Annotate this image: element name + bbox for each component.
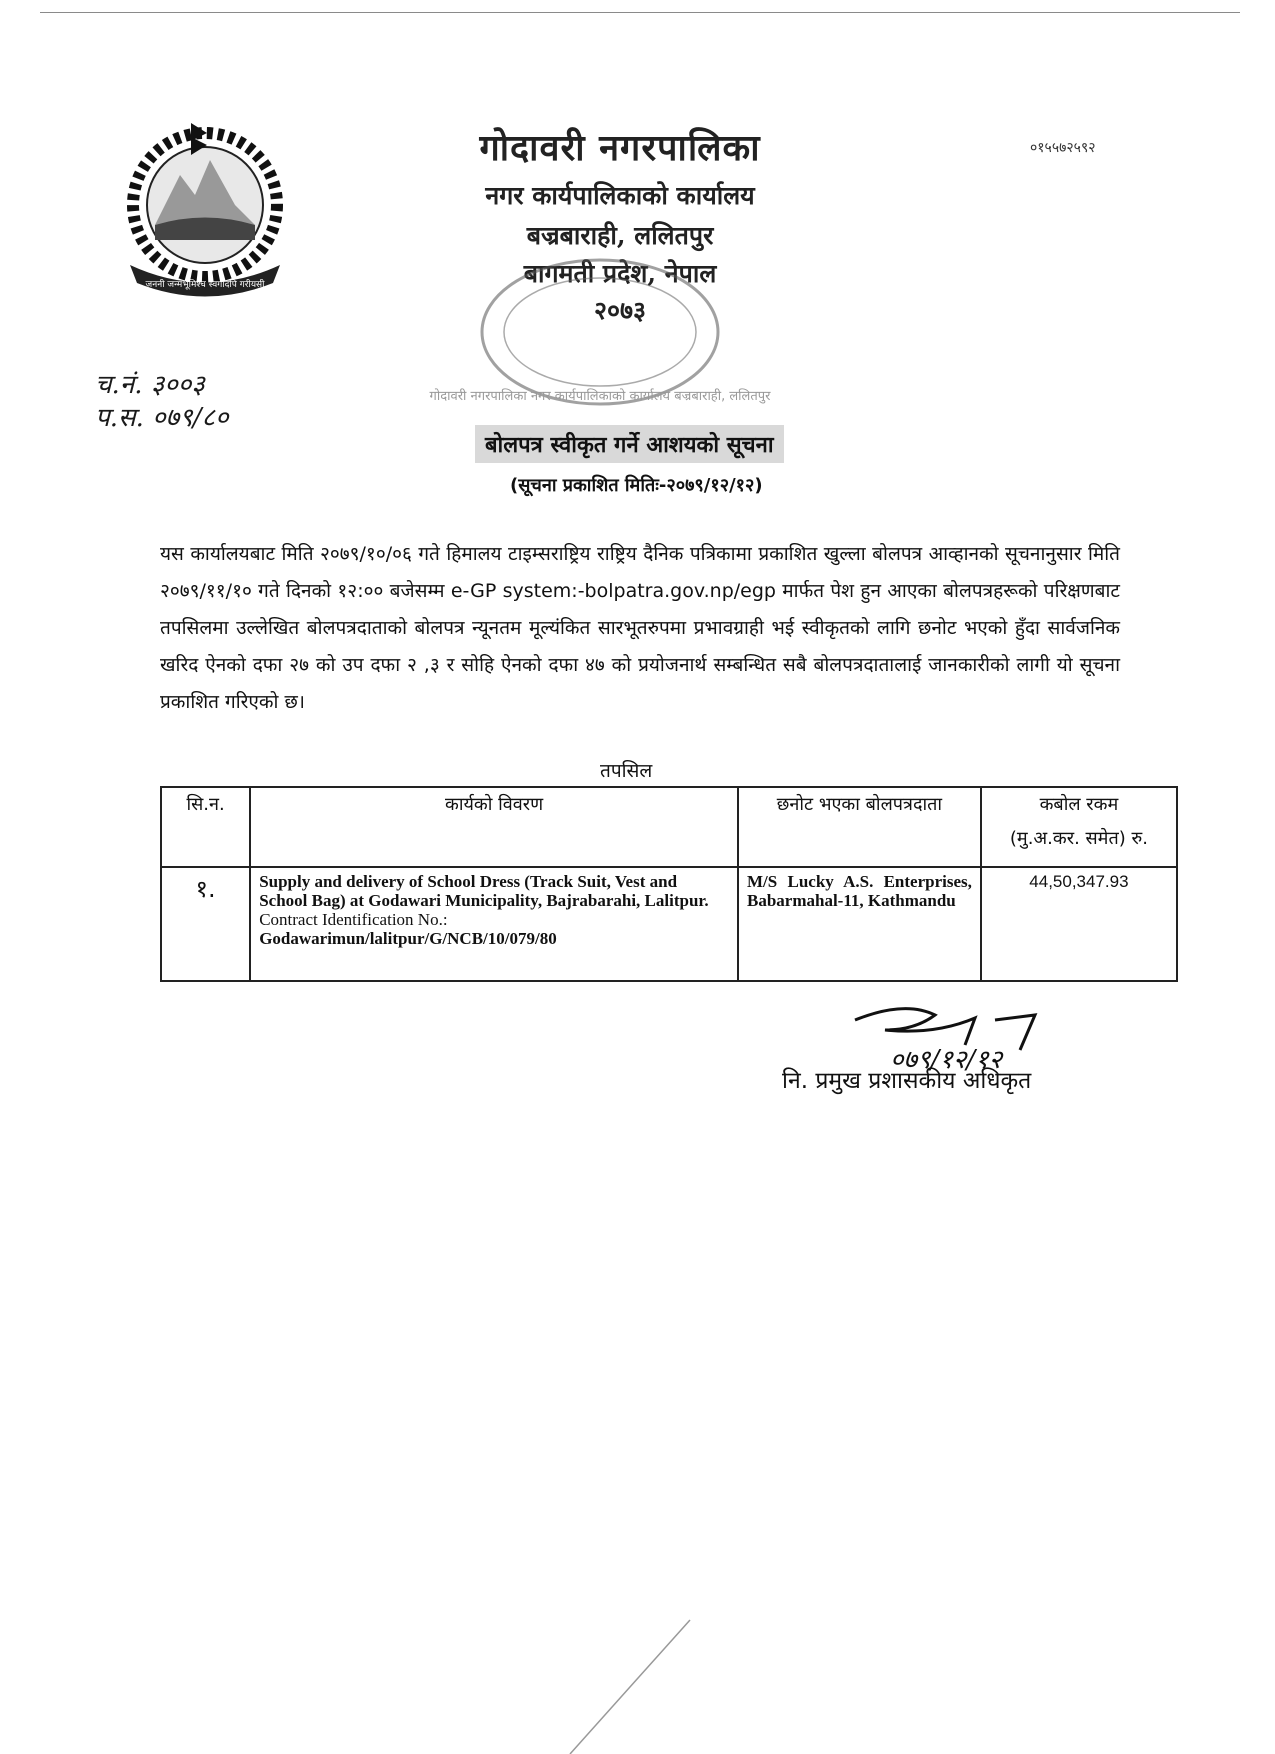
table-row: [161, 867, 1177, 981]
address-line-1: बज्रबाराही, ललितपुर: [526, 221, 714, 250]
notice-published-date: (सूचना प्रकाशित मितिः-२०७९/१२/१२): [510, 475, 763, 496]
handwritten-patra-sankhya: प.स. ०७९/८०: [95, 403, 229, 433]
top-scan-line: [40, 12, 1240, 13]
bid-table: [160, 786, 1178, 982]
row-description: [250, 867, 738, 981]
row-description-bold: Supply and delivery of School Dress (Track Suit, Vest and School Bag) at Godawari Municipality, Bajrabarahi, Lalitpur.: [259, 872, 709, 910]
row-contract-id: Godawarimun/lalitpur/G/NCB/10/079/80: [259, 929, 557, 948]
signature-date: ०७९/१२/१२: [890, 1045, 1003, 1075]
office-name: नगर कार्यपालिकाको कार्यालय: [485, 181, 755, 210]
row-sn: १.: [161, 867, 250, 981]
established-year: २०७३: [593, 296, 646, 325]
row-description-plain: Contract Identification No.:: [259, 910, 448, 929]
row-amount: 44,50,347.93: [981, 867, 1177, 981]
office-stamp: [429, 250, 771, 425]
notice-body: यस कार्यालयबाट मिति २०७९/१०/०६ गते हिमालय टाइम्सराष्ट्रिय राष्ट्रिय दैनिक पत्रिकामा प्रकाशित खुल्ला बोलपत्र आव्हानको सूचनानुसार मिति २०७९/११/१० गते दिनको १२:०० बजेसम्म e-GP system:-bolpatra.gov.np/egp मार्फत पेश हुन आएका बोलपत्रहरूको परिक्षणबाट तपसिलमा उल्लेखित बोलपत्रदाताको बोलपत्र न्यूनतम मूल्यंकित सारभूतरुपमा प्रभावग्राही भई स्वीकृतको लागि छनोट भएको हुँदा सार्वजनिक खरिद ऐनको दफा २७ को उप दफा २ ,३ र सोहि ऐनको दफा ४७ को प्रयोजनार्थ सम्बन्धित सबै बोलपत्रदातालाई जानकारीको लागी यो सूचना प्रकाशित गरिएको छ।: [160, 543, 1120, 713]
header-amount: [981, 787, 1177, 867]
table-caption: तपसिल: [600, 760, 653, 782]
header-amount-line1: कबोल रकम: [1039, 794, 1119, 815]
org-name: गोदावरी नगरपालिका: [479, 127, 761, 169]
header-bidder: छनोट भएका बोलपत्रदाता: [738, 787, 981, 867]
header-amount-line2: (मु.अ.कर. समेत) रु.: [1009, 828, 1148, 849]
notice-title: बोलपत्र स्वीकृत गर्ने आशयको सूचना: [475, 425, 784, 463]
scan-scratch-mark: [560, 1620, 700, 1754]
table-header-row: [161, 787, 1177, 867]
row-bidder: M/S Lucky A.S. Enterprises, Babarmahal-11, Kathmandu: [738, 867, 981, 981]
address-line-2: बागमती प्रदेश, नेपाल: [523, 259, 717, 288]
handwritten-ref-no: च.नं. ३००३: [95, 370, 205, 400]
signatory-title: नि. प्रमुख प्रशासकीय अधिकृत: [782, 1068, 1032, 1094]
header-sn: सि.न.: [161, 787, 250, 867]
header-description: कार्यको विवरण: [250, 787, 738, 867]
emblem-motto: जननी जन्मभूमिश्च स्वर्गादपि गरीयसी: [145, 280, 265, 290]
nepal-emblem-icon: [95, 115, 315, 305]
stamp-text: गोदावरी नगरपालिका नगर कार्यपालिकाको कार्यालय बज्रबाराही, ललितपुर: [429, 389, 771, 404]
phone-number: ०१५५७२५९२: [1030, 140, 1096, 156]
